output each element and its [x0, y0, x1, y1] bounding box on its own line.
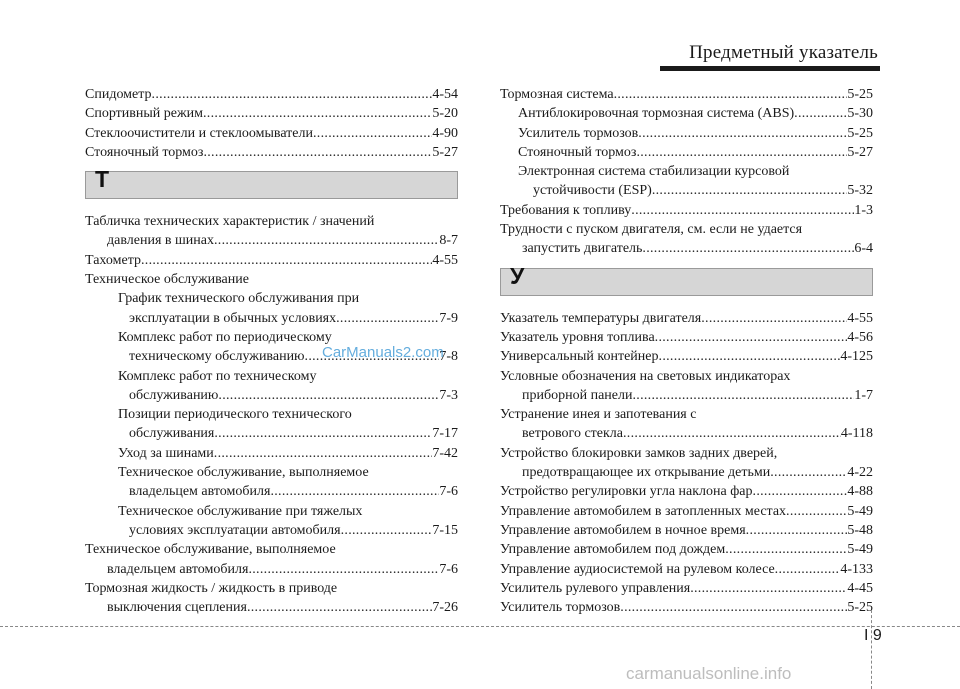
entry-text: Условные обозначения на световых индикаторах [500, 368, 791, 384]
dot-leader [701, 309, 847, 328]
entry-page: 5-27 [432, 144, 458, 160]
index-entry [500, 143, 873, 162]
entry-page: 5-48 [847, 522, 873, 538]
entry-page: 4-55 [847, 310, 873, 326]
dot-leader [270, 482, 439, 501]
entry-page: 5-25 [847, 600, 873, 616]
entry-label: Усилитель рулевого управления [500, 580, 691, 596]
entry-text: График технического обслуживания при [118, 291, 360, 307]
entry-page: 8-7 [439, 233, 458, 249]
entry-text: Табличка технических характеристик / значений [85, 214, 375, 230]
index-entry [85, 424, 458, 443]
entry-label: предотвращающее их открывание детьми [522, 465, 771, 481]
entry-page: 4-125 [840, 349, 873, 365]
entry-label: Стояночный тормоз [518, 144, 637, 160]
dot-leader [214, 424, 432, 443]
entry-text: Позиции периодического технического [118, 407, 352, 423]
entry-page: 7-15 [432, 522, 458, 538]
entry-label: Указатель уровня топлива [500, 329, 655, 345]
entry-label: Стеклоочистители и стеклоомыватели [85, 125, 313, 141]
entry-page: 7-6 [439, 561, 458, 577]
dot-leader [203, 143, 432, 162]
entry-label: техническому обслуживанию [129, 349, 305, 365]
entry-page: 7-42 [432, 445, 458, 461]
index-entry [500, 181, 873, 200]
entry-text: Комплекс работ по периодическому [118, 329, 332, 345]
index-entry [85, 143, 458, 162]
index-entry [85, 231, 458, 250]
entry-label: обслуживания [129, 426, 215, 442]
entry-page: 5-32 [847, 183, 873, 199]
index-entry [500, 521, 873, 540]
entry-page: 5-49 [847, 503, 873, 519]
entry-label: запустить двигатель [522, 241, 643, 257]
entry-page: 5-27 [847, 144, 873, 160]
entry-label: Стояночный тормоз [85, 144, 204, 160]
entry-text: Тормозная жидкость / жидкость в приводе [85, 580, 338, 596]
entry-page: 5-25 [847, 87, 873, 102]
index-entry [500, 201, 873, 220]
entry-page: 4-90 [432, 125, 458, 141]
dot-leader [652, 181, 848, 200]
index-entry [500, 239, 873, 258]
entry-label: Устройство регулировки угла наклона фар [500, 484, 753, 500]
entry-page: 7-9 [439, 310, 458, 326]
entry-page: 7-3 [439, 387, 458, 403]
entry-text: Электронная система стабилизации курсовой [518, 164, 790, 180]
index-entry [500, 502, 873, 521]
entry-text: Техническое обслуживание, выполняемое [85, 542, 336, 558]
entry-page: 4-118 [840, 426, 873, 442]
index-entry [85, 444, 458, 463]
entry-label: Уход за шинами [118, 445, 214, 461]
entry-label: Управление автомобилем в ночное время [500, 522, 746, 538]
index-entry [500, 598, 873, 617]
watermark-text: CarManuals2.com [322, 344, 444, 361]
dot-leader [775, 560, 841, 579]
entry-text: Устройство блокировки замков задних дверей, [500, 445, 778, 461]
entry-label: приборной панели [522, 387, 633, 403]
dot-leader [770, 463, 847, 482]
index-entry [500, 347, 873, 366]
entry-text: Устранение инея и запотевания с [500, 407, 697, 423]
dot-leader [214, 444, 433, 463]
footer-watermark: carmanualsonline.info [626, 664, 792, 683]
entry-page: 4-22 [847, 465, 873, 481]
entry-label: Управление автомобилем в затопленных местах [500, 503, 787, 519]
index-entry [500, 85, 873, 104]
entry-label: давления в шинах [107, 233, 214, 249]
entry-page: 7-6 [439, 484, 458, 500]
index-entry [500, 386, 873, 405]
entry-text: Комплекс работ по техническому [118, 368, 317, 384]
entry-page: 5-20 [432, 106, 458, 122]
entry-page: 5-30 [847, 106, 873, 122]
entry-page: 4-45 [847, 580, 873, 596]
entry-page: 4-88 [847, 484, 873, 500]
entry-label: Спортивный режим [85, 106, 203, 122]
entry-label: Усилитель тормозов [500, 600, 621, 616]
dot-leader [620, 598, 847, 617]
entry-page: 4-56 [847, 329, 873, 345]
entry-text: Техническое обслуживание при тяжелых [118, 503, 363, 519]
entry-page: 1-3 [854, 202, 873, 218]
dot-leader [786, 502, 847, 521]
entry-label: Универсальный контейнер [500, 349, 659, 365]
entry-label: Тормозная система [500, 87, 614, 102]
entry-page: 1-7 [854, 387, 873, 403]
dot-leader [659, 347, 841, 366]
index-entry [500, 579, 873, 598]
entry-label: выключения сцепления [107, 600, 247, 616]
index-entry [500, 124, 873, 143]
page-number: I 9 [864, 627, 882, 644]
index-entry [85, 104, 458, 123]
index-entry [500, 104, 873, 123]
entry-label: Требования к топливу [500, 202, 632, 218]
entry-label: условиях эксплуатации автомобиля [129, 522, 341, 538]
index-entry [85, 85, 458, 104]
entry-label: устойчивости (ESP) [533, 183, 652, 199]
dot-leader [655, 328, 848, 347]
dot-leader [214, 231, 439, 250]
index-entry [85, 482, 458, 501]
footer-vertical-divider [871, 610, 872, 689]
entry-page: 7-26 [432, 600, 458, 616]
dot-leader [636, 143, 847, 162]
header-underline [660, 66, 880, 71]
dot-leader [690, 579, 847, 598]
entry-label: Тахометр [85, 252, 141, 268]
entry-label: владельцем автомобиля [107, 561, 249, 577]
dot-leader [725, 540, 847, 559]
entry-label: Управление автомобилем под дождем [500, 542, 726, 558]
index-column-right [500, 85, 873, 617]
dot-leader [247, 598, 432, 617]
entry-page: 4-54 [432, 87, 458, 102]
index-entry [500, 560, 873, 579]
index-entry [500, 328, 873, 347]
entry-page: 7-17 [432, 426, 458, 442]
dot-leader [313, 124, 432, 143]
entry-label: обслуживанию [129, 387, 219, 403]
entry-label: Указатель температуры двигателя [500, 310, 702, 326]
dot-leader [152, 85, 433, 104]
entry-text: Техническое обслуживание, выполняемое [118, 465, 369, 481]
entry-label: Спидометр [85, 87, 152, 102]
index-entry [85, 386, 458, 405]
dot-leader [248, 560, 439, 579]
index-entry [85, 560, 458, 579]
section-letter: Т [95, 166, 110, 193]
dot-leader [632, 386, 854, 405]
dot-leader [341, 521, 433, 540]
entry-label: эксплуатации в обычных условиях [129, 310, 337, 326]
entry-label: владельцем автомобиля [129, 484, 271, 500]
page-header-title: Предметный указатель [689, 42, 878, 63]
index-entry [85, 124, 458, 143]
dot-leader [218, 386, 439, 405]
dot-leader [614, 85, 848, 104]
dot-leader [631, 201, 854, 220]
entry-label: Усилитель тормозов [518, 125, 639, 141]
dot-leader [623, 424, 841, 443]
dot-leader [753, 482, 848, 501]
index-entry [500, 424, 873, 443]
entry-text: Трудности с пуском двигателя, см. если не удается [500, 222, 803, 238]
dot-leader [141, 251, 432, 270]
entry-page: 4-133 [840, 561, 873, 577]
dot-leader [638, 124, 847, 143]
entry-label: Управление аудиосистемой на рулевом колесе [500, 561, 775, 577]
dot-leader [746, 521, 848, 540]
index-entry [500, 482, 873, 501]
index-entry [85, 309, 458, 328]
index-entry [85, 521, 458, 540]
section-letter: У [510, 262, 525, 289]
index-entry [85, 251, 458, 270]
dot-leader [203, 104, 432, 123]
entry-page: 7-8 [439, 349, 458, 365]
index-entry [500, 463, 873, 482]
index-entry [500, 540, 873, 559]
entry-page: 4-55 [432, 252, 458, 268]
dot-leader [794, 104, 847, 123]
entry-label: ветрового стекла [522, 426, 623, 442]
dot-leader [336, 309, 439, 328]
section-header-t [85, 166, 458, 199]
entry-page: 5-49 [847, 542, 873, 558]
index-entry [85, 598, 458, 617]
index-entry [500, 309, 873, 328]
footer-divider [0, 626, 960, 627]
section-header-u [500, 262, 873, 296]
dot-leader [642, 239, 854, 258]
entry-text: Техническое обслуживание [85, 272, 249, 288]
entry-page: 5-25 [847, 125, 873, 141]
entry-page: 6-4 [854, 241, 873, 257]
entry-label: Антиблокировочная тормозная система (ABS) [518, 106, 795, 122]
